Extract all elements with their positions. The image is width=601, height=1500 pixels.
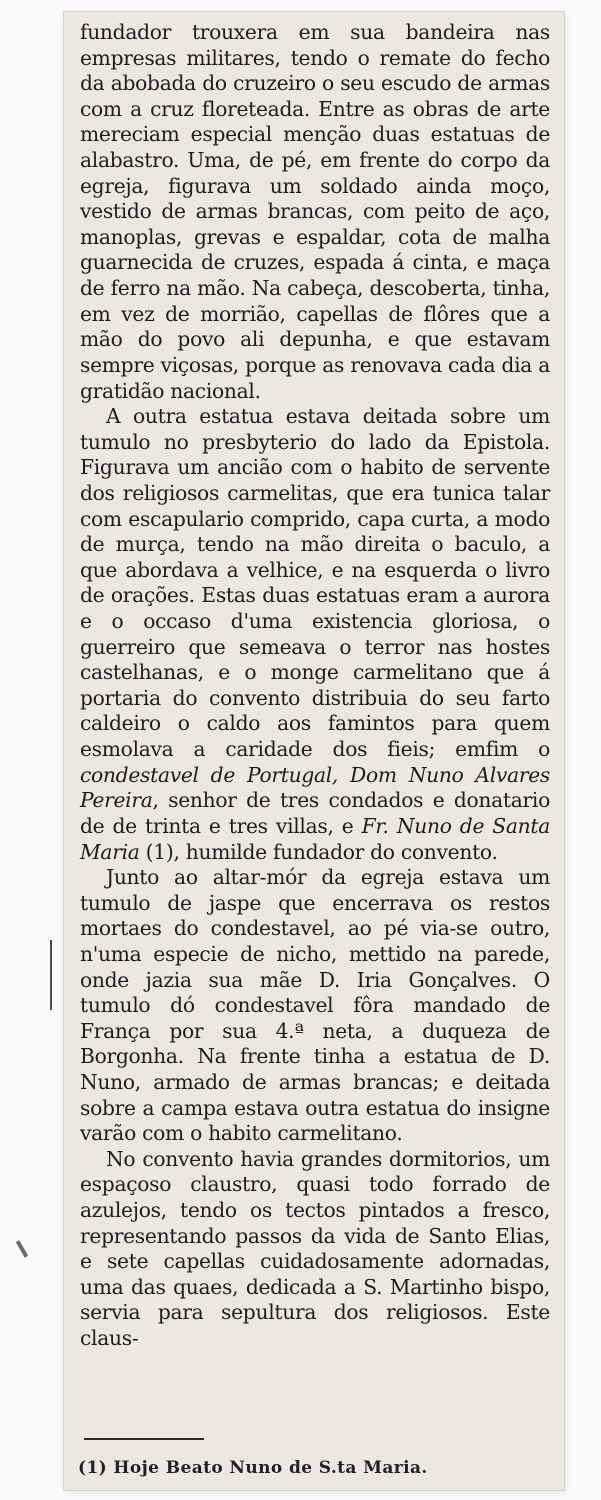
paragraph-3	[80, 865, 550, 1147]
paragraph-2-text-b: , senhor de tres condados e donatario de de trinta e tres villas, e	[80, 788, 550, 838]
paragraph-2-italic-fr-nuno: Fr. Nuno de Santa Maria	[80, 813, 550, 864]
footnote-rule	[84, 1438, 204, 1440]
paragraph-1-text: fundador trouxera em sua bandeira nas empresas militares, tendo o remate do fecho da abobada do cruzeiro o seu escudo de armas com a cruz floreteada. Entre as obras de arte mereciam especial menção duas estatuas de alabastro. Uma, de pé, em frente do corpo da egreja, figurava um soldado ainda moço, vestido de armas brancas, com peito de aço, manoplas, grevas e espaldar, cota de malha guarnecida de cruzes, espada á cinta, e maça de ferro na mão. Na cabeça, descoberta, tinha, em vez de morrião, capellas de flôres que a mão do povo ali depunha, e que estavam sempre viçosas, porque as renovava cada dia a gratidão nacional.	[80, 20, 550, 403]
paragraph-2-text-c: (1), humilde fundador do convento.	[139, 839, 498, 864]
paragraph-4-text: No convento havia grandes dormitorios, um espaçoso claustro, quasi todo forrado de azulejos, tendo os tectos pintados a fresco, representando passos da vida de Santo Elias, e sete capellas cuidadosamente adornadas, uma das quaes, dedicada a S. Martinho bispo, servia para sepultura dos religiosos. Este claus-	[80, 1146, 550, 1351]
newspaper-clipping	[64, 12, 564, 1490]
paragraph-2-text-a: A outra estatua estava deitada sobre um tumulo no presbyterio do lado da Epistola. Figurava um ancião com o habito de servente dos religiosos carmelitas, que era tunica talar com escapulario comprido, capa curta, a modo de murça, tendo na mão direita o baculo, a que abordava a velhice, e na esquerda o livro de orações. Estas duas estatuas eram a aurora e o occaso d'uma existencia gloriosa, o guerreiro que semeava o terror nas hostes castelhanas, e o monge carmelitano que á portaria do convento distribuia do seu farto caldeiro o caldo aos famintos para quem esmolava a caridade dos fieis; emfim o	[80, 404, 550, 762]
footnote: (1) Hoje Beato Nuno de S.ta Maria.	[78, 1458, 428, 1478]
paragraph-2	[80, 404, 550, 865]
margin-bracket-mark	[50, 940, 52, 1010]
article-text-column	[80, 20, 550, 1352]
paragraph-2-italic-condestavel: condestavel de Portugal, Dom Nuno Alvares Pereira	[80, 762, 550, 813]
paragraph-4	[80, 1147, 550, 1352]
paragraph-1	[80, 20, 550, 404]
paragraph-3-text: Junto ao altar-mór da egreja estava um tumulo de jaspe que encerrava os restos mortaes do condestavel, ao pé via-se outro, n'uma especie de nicho, mettido na parede, onde jazia sua mãe D. Iria Gonçalves. O tumulo dó condestavel fôra mandado de França por sua 4.ª neta, a duqueza de Borgonha. Na frente tinha a estatua de D. Nuno, armado de armas brancas; e deitada sobre a campa estava outra estatua do insigne varão com o habito carmelitano.	[80, 865, 550, 1146]
